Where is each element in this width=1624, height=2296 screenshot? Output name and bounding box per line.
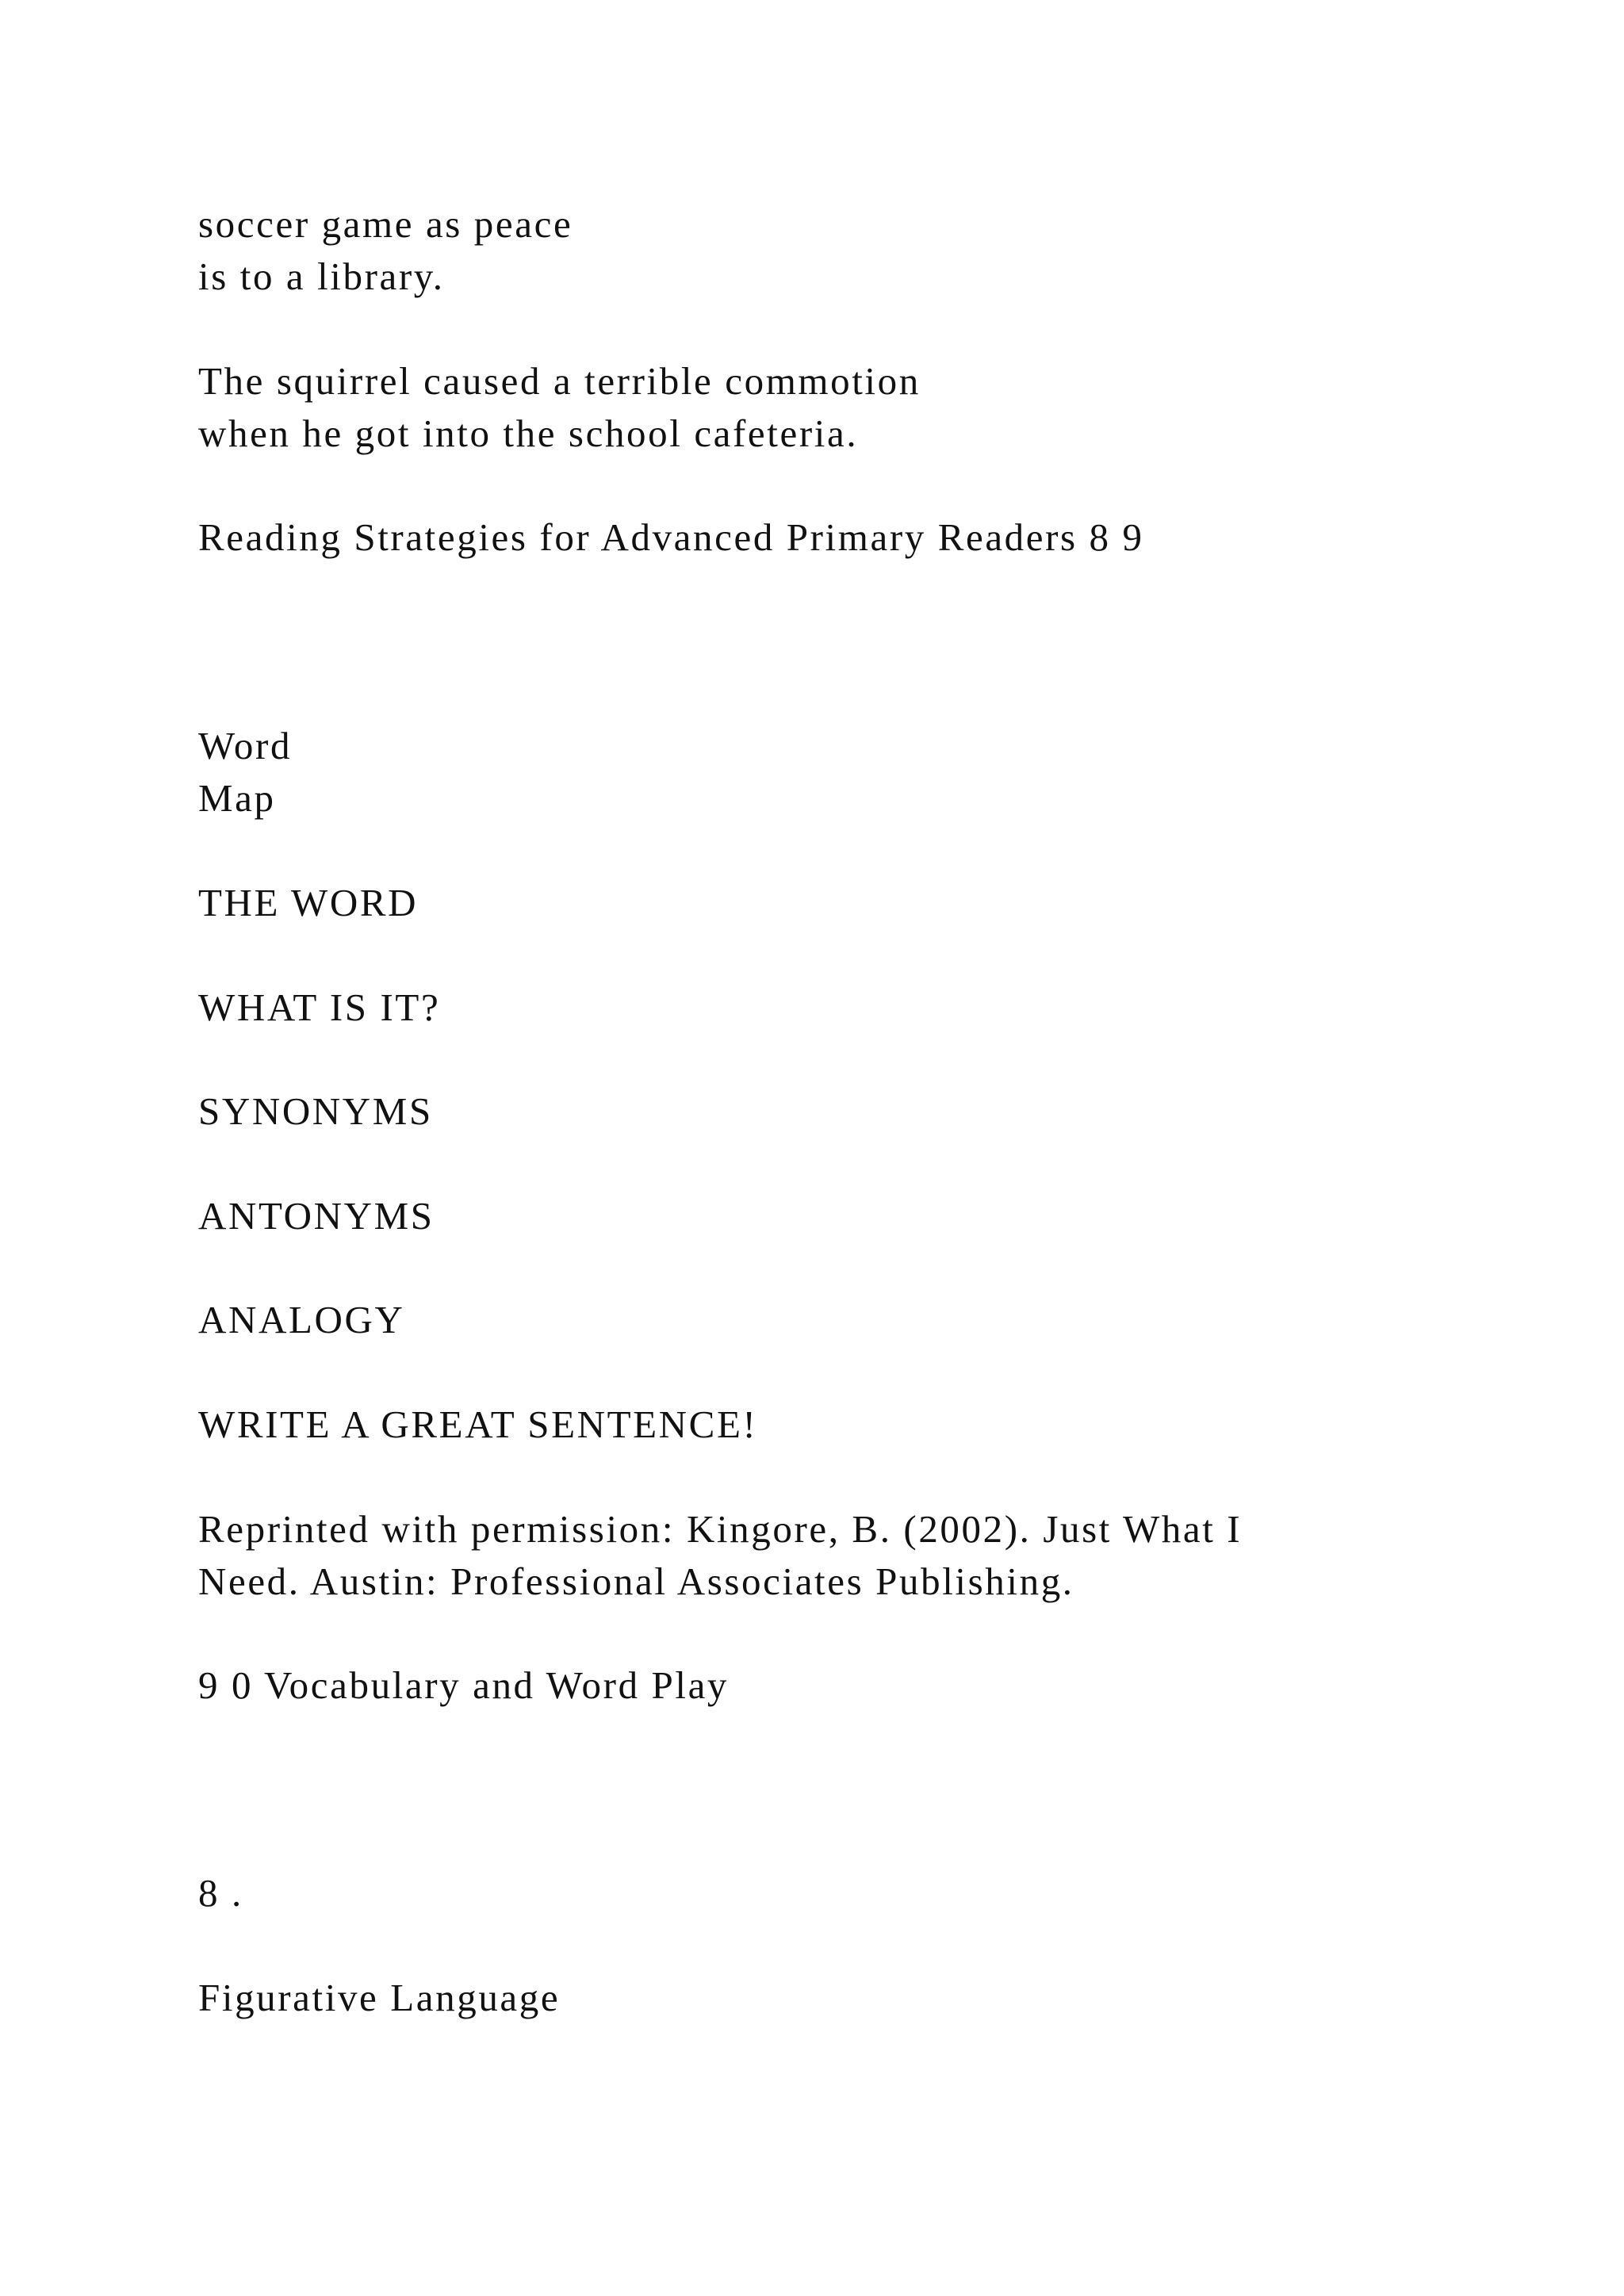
antonyms-label: ANTONYMS xyxy=(198,1194,435,1238)
analogy-text-line-2: is to a library. xyxy=(198,254,445,298)
analogy-text-line-1: soccer game as peace xyxy=(198,202,573,246)
section-number: 8 . xyxy=(198,1871,243,1915)
section-title: Figurative Language xyxy=(198,1976,561,2019)
word-map-title-line-2: Map xyxy=(198,776,276,820)
analogy-label: ANALOGY xyxy=(198,1298,405,1341)
synonyms-label: SYNONYMS xyxy=(198,1089,433,1133)
example-sentence-line-1: The squirrel caused a terrible commotion xyxy=(198,359,921,403)
example-sentence-line-2: when he got into the school cafeteria. xyxy=(198,411,859,455)
permission-citation-line-1: Reprinted with permission: Kingore, B. (2002). Just What I xyxy=(198,1507,1243,1551)
write-sentence-label: WRITE A GREAT SENTENCE! xyxy=(198,1402,758,1446)
page-footer-90: 9 0 Vocabulary and Word Play xyxy=(198,1663,730,1707)
what-is-it-label: WHAT IS IT? xyxy=(198,985,441,1029)
page-footer-89: Reading Strategies for Advanced Primary Readers 8 9 xyxy=(198,515,1144,559)
permission-citation-line-2: Need. Austin: Professional Associates Publishing. xyxy=(198,1559,1074,1603)
the-word-label: THE WORD xyxy=(198,881,419,924)
word-map-title-line-1: Word xyxy=(198,724,293,767)
